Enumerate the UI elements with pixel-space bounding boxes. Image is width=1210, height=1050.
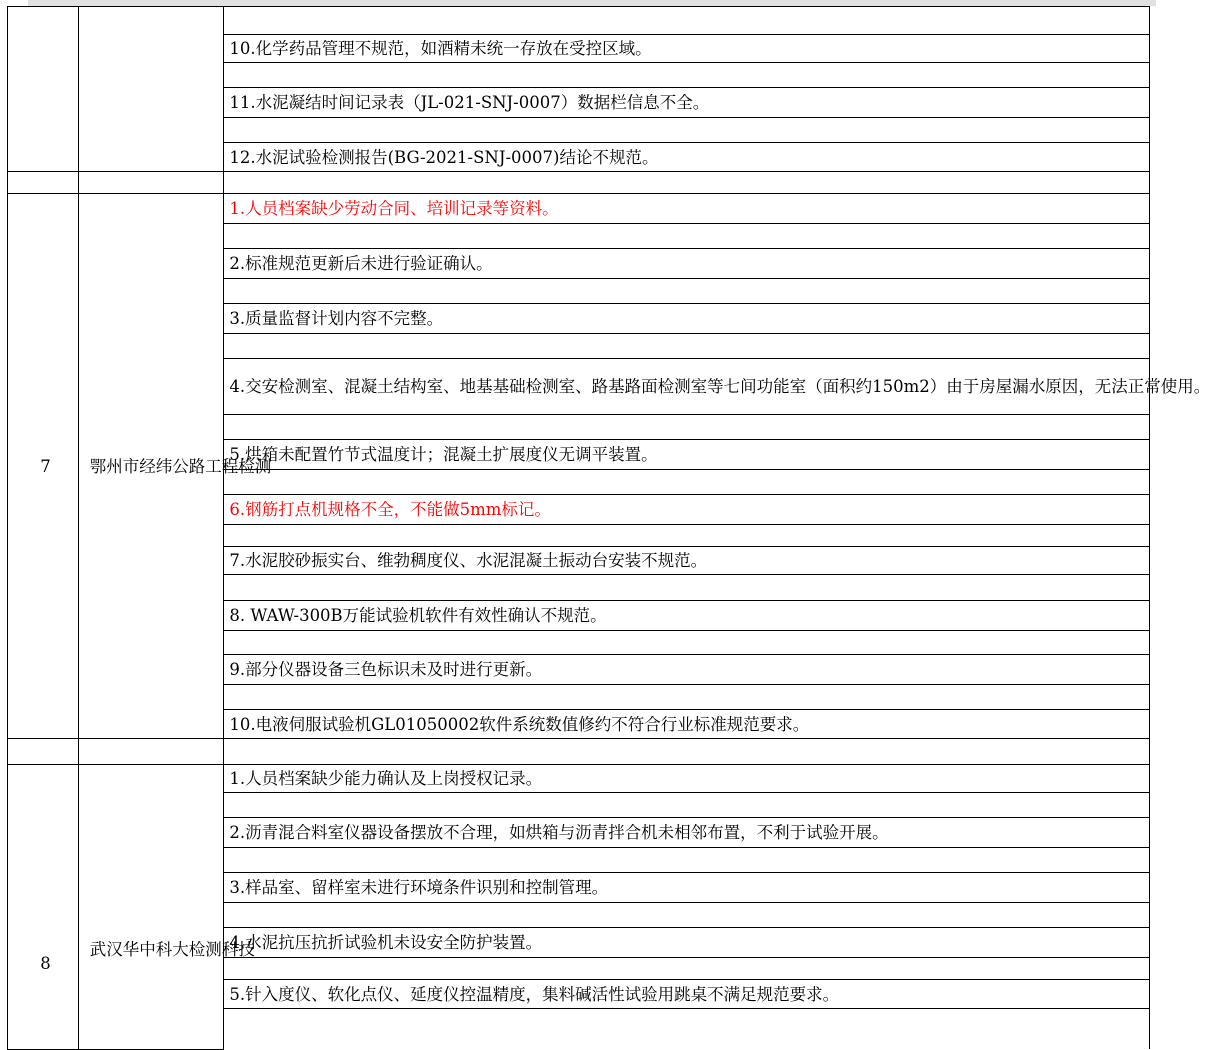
finding-cell[interactable]: 10.化学药品管理不规范，如酒精未统一存放在受控区域。 xyxy=(224,35,1150,63)
spacer-cell[interactable] xyxy=(224,224,1150,249)
spacer-cell[interactable] xyxy=(224,575,1150,601)
finding-cell-highlighted[interactable]: 6.钢筋打点机规格不全，不能做5mm标记。 xyxy=(224,495,1150,525)
finding-cell[interactable]: 3.质量监督计划内容不完整。 xyxy=(224,304,1150,334)
spacer-cell[interactable] xyxy=(224,848,1150,873)
spacer-cell[interactable] xyxy=(224,631,1150,655)
empty-cell[interactable] xyxy=(79,739,224,765)
spacer-cell[interactable] xyxy=(224,903,1150,928)
finding-cell[interactable]: 10.电液伺服试验机GL01050002软件系统数值修约不符合行业标准规范要求。 xyxy=(224,710,1150,739)
org-name: 武汉华中科大检测科技 xyxy=(89,940,255,959)
org-cell[interactable] xyxy=(79,765,255,1050)
table-row xyxy=(8,7,1150,35)
spacer-cell[interactable] xyxy=(224,470,1150,495)
spacer-cell[interactable] xyxy=(224,118,1150,143)
table-row xyxy=(8,194,1150,224)
empty-cell[interactable] xyxy=(224,739,1150,765)
empty-cell[interactable] xyxy=(79,172,224,194)
spacer-cell[interactable] xyxy=(224,1009,1150,1050)
row-number-cell[interactable]: 8 xyxy=(8,765,79,1050)
finding-cell[interactable]: 4.交安检测室、混凝土结构室、地基基础检测室、路基路面检测室等七间功能室（面积约150m2）由于房屋漏水原因，无法正常使用。 xyxy=(224,359,1150,415)
spacer-cell[interactable] xyxy=(224,63,1150,88)
findings-table xyxy=(7,6,1210,1050)
empty-cell[interactable] xyxy=(8,739,79,765)
section-divider-row xyxy=(8,739,1150,765)
finding-cell[interactable]: 7.水泥胶砂振实台、维勃稠度仪、水泥混凝土振动台安装不规范。 xyxy=(224,547,1150,575)
row-number-cell[interactable]: 7 xyxy=(8,194,79,739)
table-row xyxy=(8,765,1150,793)
org-cell[interactable] xyxy=(79,7,224,172)
org-name: 鄂州市经纬公路工程检测 xyxy=(89,456,272,476)
spacer-cell[interactable] xyxy=(224,7,1150,35)
finding-cell[interactable]: 8. WAW-300B万能试验机软件有效性确认不规范。 xyxy=(224,601,1150,631)
finding-cell[interactable]: 5.烘箱未配置竹节式温度计；混凝土扩展度仪无调平装置。 xyxy=(224,440,1150,470)
finding-cell[interactable]: 5.针入度仪、软化点仪、延度仪控温精度，集料碱活性试验用跳桌不满足规范要求。 xyxy=(224,980,1150,1009)
spacer-cell[interactable] xyxy=(224,525,1150,547)
finding-cell[interactable]: 2.标准规范更新后未进行验证确认。 xyxy=(224,249,1150,279)
spacer-cell[interactable] xyxy=(224,685,1150,710)
finding-cell[interactable]: 4.水泥抗压抗折试验机未设安全防护装置。 xyxy=(224,928,1150,958)
finding-cell[interactable]: 11.水泥凝结时间记录表（JL-021-SNJ-0007）数据栏信息不全。 xyxy=(224,88,1150,118)
org-cell[interactable] xyxy=(79,194,272,739)
spacer-cell[interactable] xyxy=(224,415,1150,440)
empty-cell[interactable] xyxy=(8,172,79,194)
section-divider-row xyxy=(8,172,1150,194)
finding-cell[interactable]: 1.人员档案缺少能力确认及上岗授权记录。 xyxy=(224,765,1150,793)
finding-cell[interactable]: 2.沥青混合料室仪器设备摆放不合理，如烘箱与沥青拌合机未相邻布置，不利于试验开展。 xyxy=(224,818,1150,848)
spacer-cell[interactable] xyxy=(224,793,1150,818)
spacer-cell[interactable] xyxy=(224,958,1150,980)
finding-cell-highlighted[interactable]: 1.人员档案缺少劳动合同、培训记录等资料。 xyxy=(224,194,1150,224)
spacer-cell[interactable] xyxy=(224,279,1150,304)
finding-cell[interactable]: 9.部分仪器设备三色标识未及时进行更新。 xyxy=(224,655,1150,685)
finding-cell[interactable]: 12.水泥试验检测报告(BG-2021-SNJ-0007)结论不规范。 xyxy=(224,143,1150,172)
finding-cell[interactable]: 3.样品室、留样室未进行环境条件识别和控制管理。 xyxy=(224,873,1150,903)
spacer-cell[interactable] xyxy=(224,334,1150,359)
row-number-cell[interactable] xyxy=(8,7,79,172)
empty-cell[interactable] xyxy=(224,172,1150,194)
